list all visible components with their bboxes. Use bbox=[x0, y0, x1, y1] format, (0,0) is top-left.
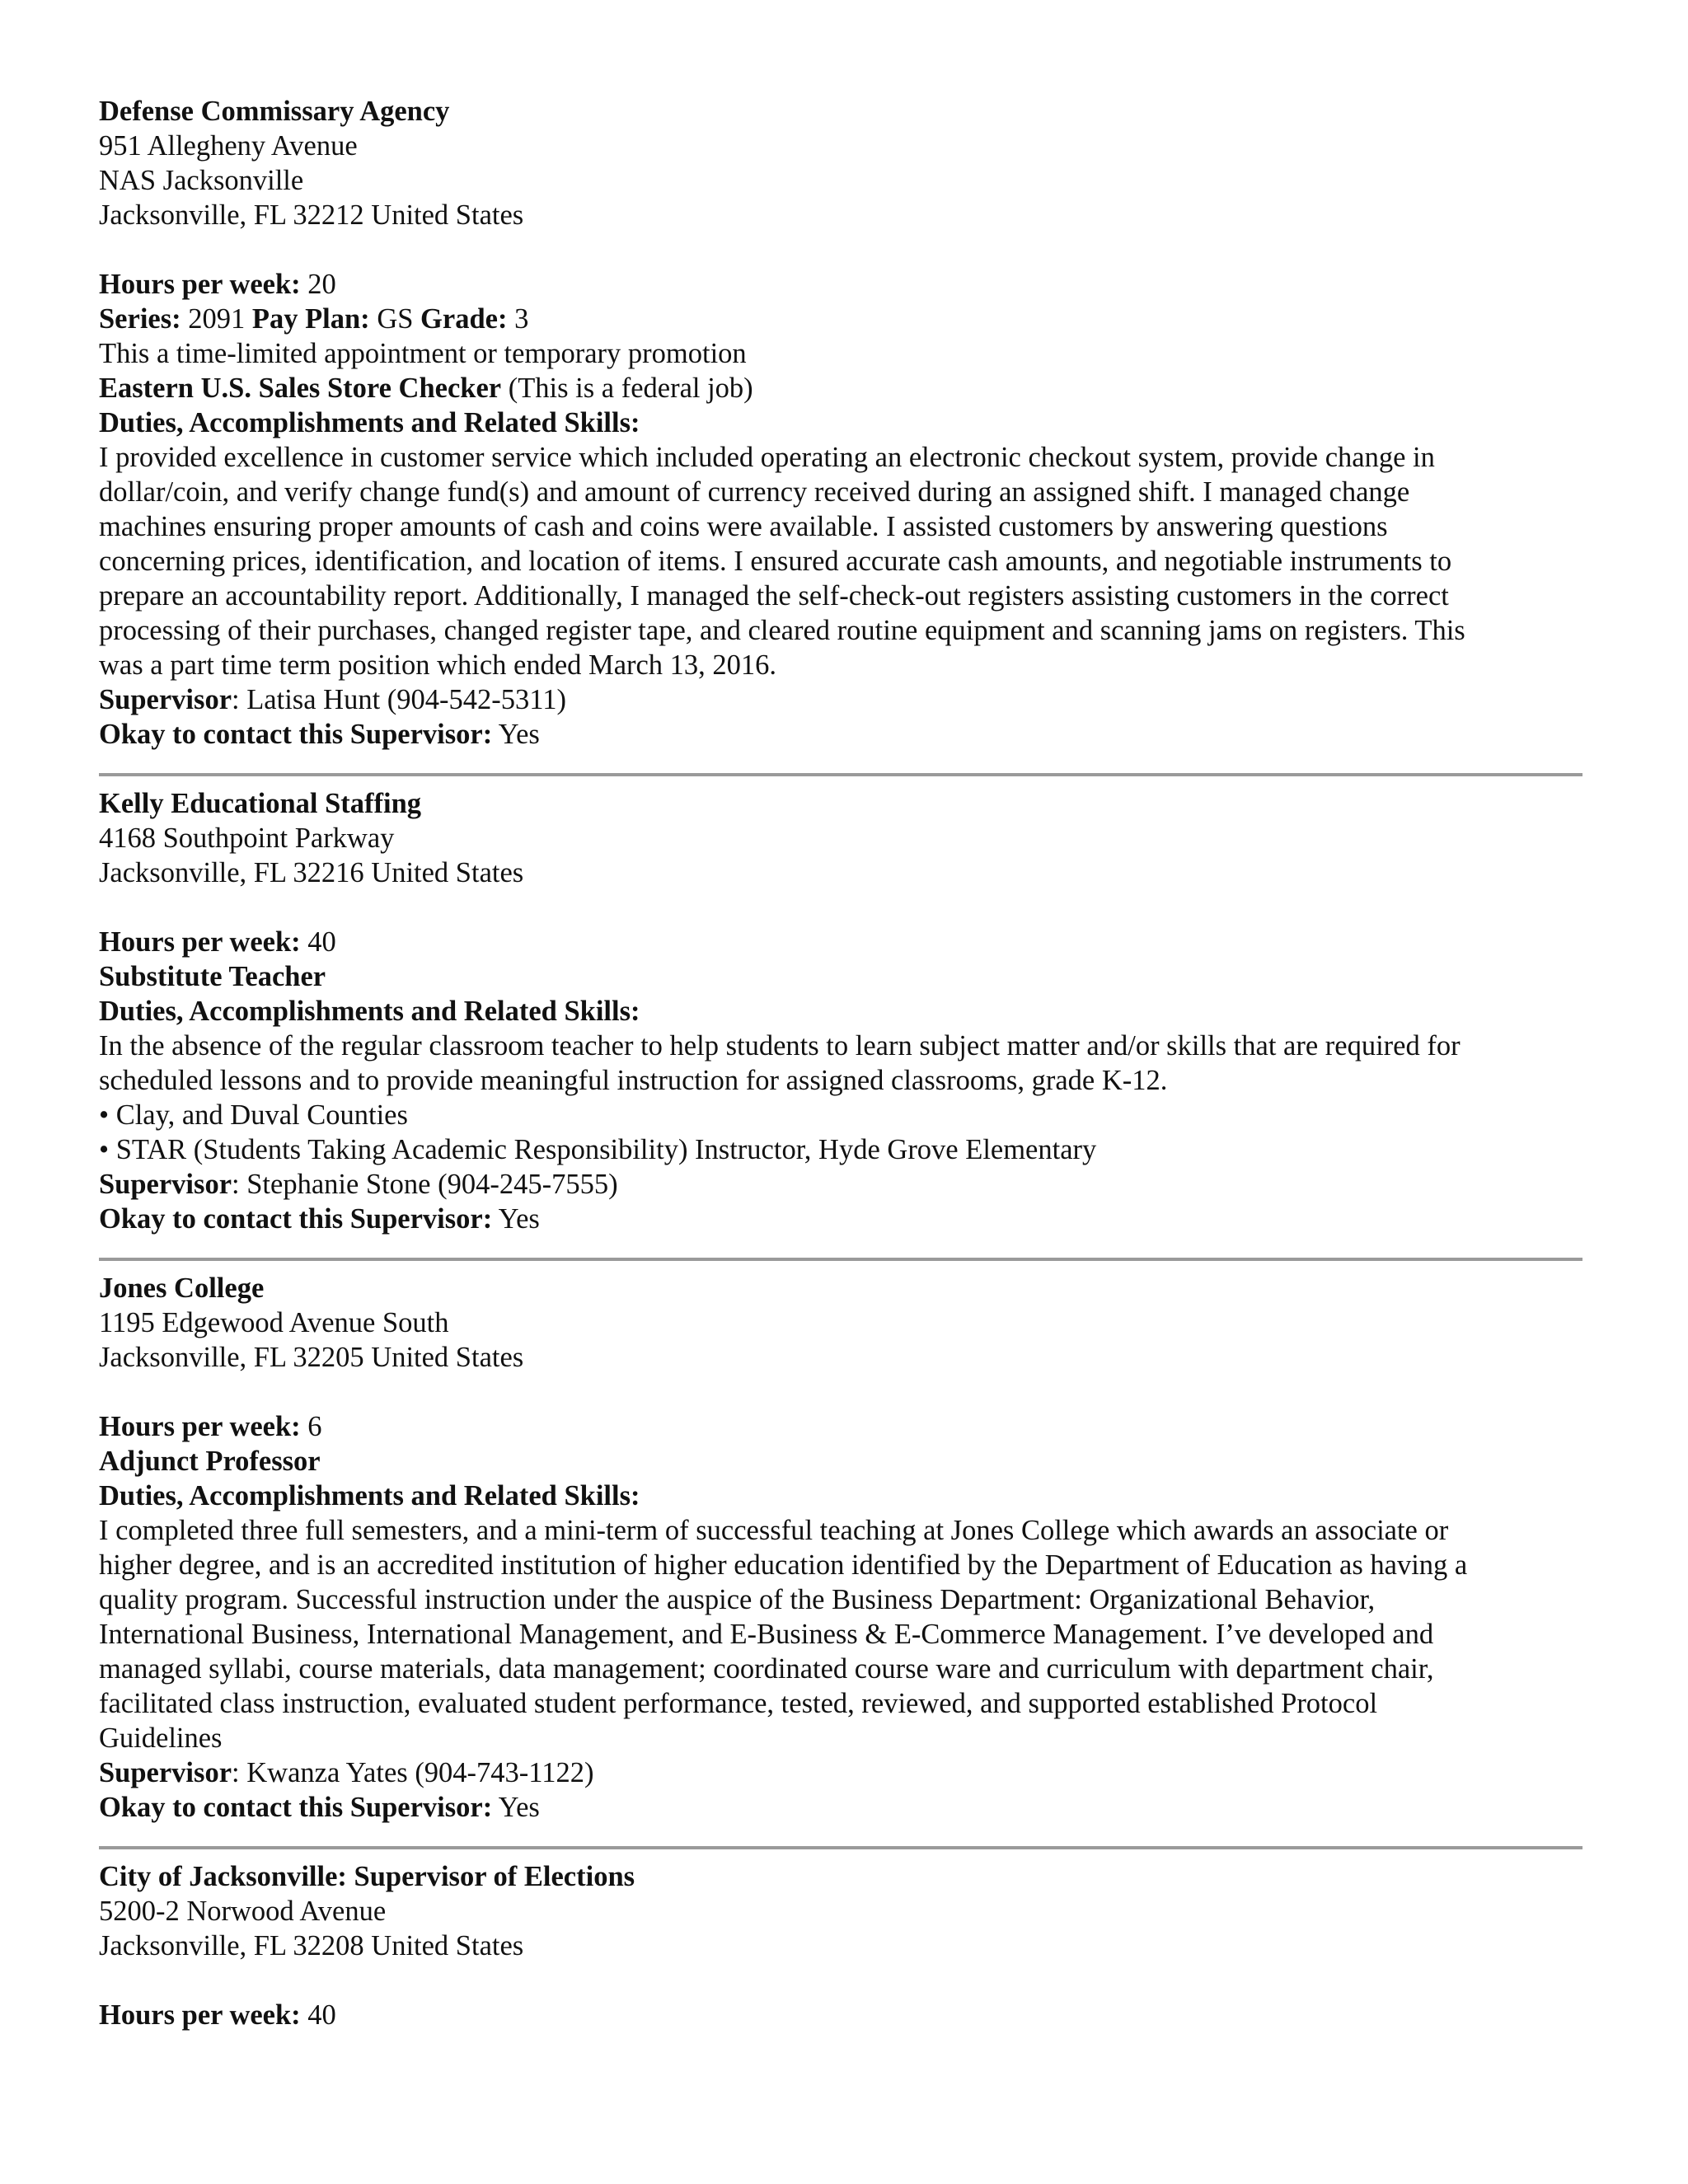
job-title-row bbox=[99, 371, 1582, 405]
supervisor-label: Supervisor bbox=[99, 1757, 232, 1788]
grade-label: Grade: bbox=[420, 303, 508, 335]
contact-label: Okay to contact this Supervisor: bbox=[99, 719, 493, 750]
resume-page bbox=[99, 94, 1582, 2032]
address-line: Jacksonville, FL 32216 United States bbox=[99, 857, 524, 888]
address-line: Jacksonville, FL 32208 United States bbox=[99, 1930, 524, 1961]
address-line: Jacksonville, FL 32205 United States bbox=[99, 1342, 524, 1373]
series-value: 2091 bbox=[188, 303, 246, 335]
supervisor-value: Stephanie Stone (904-245-7555) bbox=[246, 1169, 618, 1200]
duties-heading: Duties, Accomplishments and Related Skills: bbox=[99, 407, 640, 438]
duties-line: concerning prices, identification, and location of items. I ensured accurate cash amounts, and negotiable instruments to bbox=[99, 546, 1452, 577]
hours-row bbox=[99, 925, 1582, 959]
hours-label: Hours per week: bbox=[99, 269, 301, 300]
grade-value: 3 bbox=[514, 303, 529, 335]
supervisor-row: Supervisor: Latisa Hunt (904-542-5311) bbox=[99, 684, 566, 715]
series-row bbox=[99, 302, 1582, 336]
hours-row bbox=[99, 267, 1582, 302]
job-entry-jones-college bbox=[99, 1271, 1582, 1825]
duties-line: Guidelines bbox=[99, 1722, 223, 1754]
duties-line: scheduled lessons and to provide meaningful instruction for assigned classrooms, grade K-12. bbox=[99, 1065, 1168, 1096]
duties-line: managed syllabi, course materials, data management; coordinated course ware and curriculum with department chair, bbox=[99, 1653, 1434, 1685]
duties-line: machines ensuring proper amounts of cash and coins were available. I assisted customers by answering questions bbox=[99, 511, 1388, 542]
duties-line: facilitated class instruction, evaluated student performance, tested, reviewed, and supported established Protocol bbox=[99, 1688, 1378, 1719]
duties-line: dollar/coin, and verify change fund(s) and amount of currency received during an assigned shift. I managed change bbox=[99, 476, 1410, 508]
duties-line: • Clay, and Duval Counties bbox=[99, 1099, 408, 1131]
job-entry-defense-commissary bbox=[99, 94, 1582, 752]
job-title-note: (This is a federal job) bbox=[508, 373, 753, 404]
contact-label: Okay to contact this Supervisor: bbox=[99, 1203, 493, 1235]
duties-heading: Duties, Accomplishments and Related Skills: bbox=[99, 1480, 640, 1511]
supervisor-label: Supervisor bbox=[99, 684, 232, 715]
duties-line: I completed three full semesters, and a mini-term of successful teaching at Jones College which awards an associate or bbox=[99, 1515, 1449, 1546]
contact-label: Okay to contact this Supervisor: bbox=[99, 1792, 493, 1823]
address-line: 5200-2 Norwood Avenue bbox=[99, 1896, 387, 1927]
duties-line: I provided excellence in customer service which included operating an electronic checkout system, provide change in bbox=[99, 442, 1435, 473]
job-entry-supervisor-of-elections bbox=[99, 1859, 1582, 2032]
job-title: Eastern U.S. Sales Store Checker bbox=[99, 373, 502, 404]
section-divider bbox=[99, 773, 1582, 776]
supervisor-value: Kwanza Yates (904-743-1122) bbox=[246, 1757, 594, 1788]
hours-label: Hours per week: bbox=[99, 1411, 301, 1442]
duties-line: processing of their purchases, changed register tape, and cleared routine equipment and scanning jams on registers. This bbox=[99, 615, 1465, 646]
employer-name: Jones College bbox=[99, 1272, 265, 1304]
address-line: 1195 Edgewood Avenue South bbox=[99, 1307, 449, 1338]
contact-value: Yes bbox=[498, 1203, 540, 1235]
duties-line: higher degree, and is an accredited institution of higher education identified by the Department of Education as having a bbox=[99, 1549, 1468, 1581]
hours-label: Hours per week: bbox=[99, 926, 301, 958]
duties-line: • STAR (Students Taking Academic Responsibility) Instructor, Hyde Grove Elementary bbox=[99, 1134, 1097, 1165]
contact-row bbox=[99, 1202, 1582, 1236]
contact-value: Yes bbox=[498, 719, 540, 750]
duties-line: quality program. Successful instruction under the auspice of the Business Department: Organizational Behavior, bbox=[99, 1584, 1376, 1615]
supervisor-row: Supervisor: Kwanza Yates (904-743-1122) bbox=[99, 1757, 594, 1788]
hours-row bbox=[99, 1409, 1582, 1444]
employer-name: City of Jacksonville: Supervisor of Elections bbox=[99, 1861, 635, 1892]
address-line: NAS Jacksonville bbox=[99, 165, 304, 196]
address-line: Jacksonville, FL 32212 United States bbox=[99, 199, 524, 231]
section-divider bbox=[99, 1846, 1582, 1849]
appointment-note: This a time-limited appointment or temporary promotion bbox=[99, 338, 747, 369]
duties-line: prepare an accountability report. Additionally, I managed the self-check-out registers assisting customers in the correct bbox=[99, 580, 1449, 612]
hours-value: 6 bbox=[307, 1411, 322, 1442]
job-title: Adjunct Professor bbox=[99, 1446, 321, 1477]
employer-name: Kelly Educational Staffing bbox=[99, 788, 422, 819]
series-label: Series: bbox=[99, 303, 181, 335]
supervisor-label: Supervisor bbox=[99, 1169, 232, 1200]
payplan-value: GS bbox=[377, 303, 414, 335]
hours-value: 20 bbox=[307, 269, 336, 300]
contact-value: Yes bbox=[498, 1792, 540, 1823]
duties-line: In the absence of the regular classroom teacher to help students to learn subject matter and/or skills that are required for bbox=[99, 1030, 1461, 1062]
address-line: 951 Allegheny Avenue bbox=[99, 130, 358, 162]
supervisor-row: Supervisor: Stephanie Stone (904-245-7555) bbox=[99, 1169, 618, 1200]
address-line: 4168 Southpoint Parkway bbox=[99, 823, 395, 854]
contact-row bbox=[99, 717, 1582, 752]
duties-heading: Duties, Accomplishments and Related Skills: bbox=[99, 996, 640, 1027]
contact-row bbox=[99, 1790, 1582, 1825]
job-title: Substitute Teacher bbox=[99, 961, 326, 992]
job-entry-kelly-educational bbox=[99, 786, 1582, 1236]
supervisor-value: Latisa Hunt (904-542-5311) bbox=[246, 684, 566, 715]
employer-name: Defense Commissary Agency bbox=[99, 96, 450, 127]
payplan-label: Pay Plan: bbox=[251, 303, 370, 335]
hours-value: 40 bbox=[307, 926, 336, 958]
hours-row bbox=[99, 1998, 1582, 2032]
duties-line: International Business, International Management, and E-Business & E-Commerce Management. I’ve developed and bbox=[99, 1619, 1434, 1650]
section-divider bbox=[99, 1258, 1582, 1261]
hours-value: 40 bbox=[307, 1999, 336, 2031]
hours-label: Hours per week: bbox=[99, 1999, 301, 2031]
duties-line: was a part time term position which ended March 13, 2016. bbox=[99, 649, 777, 681]
